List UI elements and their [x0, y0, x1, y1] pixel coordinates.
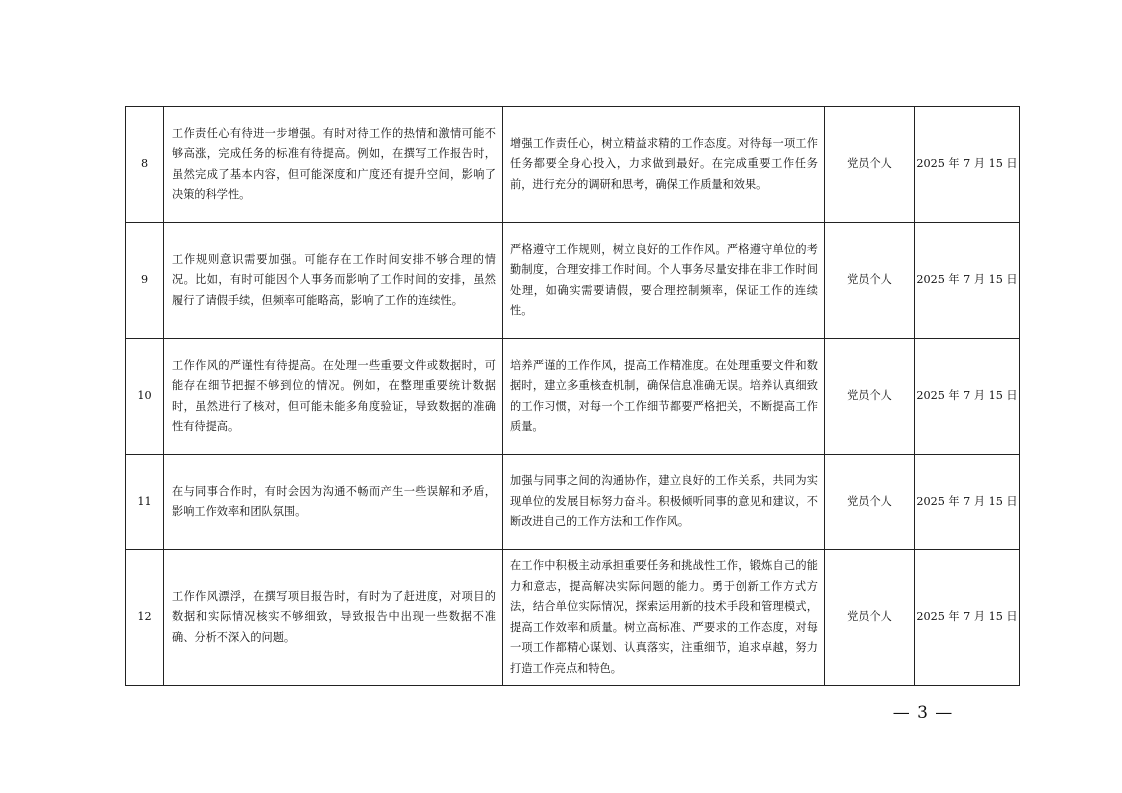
date-cell: 2025 年 7 月 15 日: [915, 223, 1020, 339]
owner-cell: 党员个人: [825, 455, 915, 550]
table-row: [126, 550, 1020, 686]
rectification-table: [125, 106, 1020, 686]
row-number: 9: [126, 223, 164, 339]
date-cell: 2025 年 7 月 15 日: [915, 455, 1020, 550]
issue-cell: 工作作风的严谨性有待提高。在处理一些重要文件或数据时，可能存在细节把握不够到位的情况。例如，在整理重要统计数据时，虽然进行了核对，但可能未能多角度验证，导致数据的准确性有待提高。: [164, 339, 503, 455]
date-cell: 2025 年 7 月 15 日: [915, 339, 1020, 455]
measure-cell: 严格遵守工作规则，树立良好的工作作风。严格遵守单位的考勤制度，合理安排工作时间。个人事务尽量安排在非工作时间处理，如确实需要请假，要合理控制频率，保证工作的连续性。: [503, 223, 825, 339]
issue-cell: 工作责任心有待进一步增强。有时对待工作的热情和激情可能不够高涨，完成任务的标准有待提高。例如，在撰写工作报告时，虽然完成了基本内容，但可能深度和广度还有提升空间，影响了决策的科学性。: [164, 107, 503, 223]
issue-cell: 工作规则意识需要加强。可能存在工作时间安排不够合理的情况。比如，有时可能因个人事务而影响了工作时间的安排，虽然履行了请假手续，但频率可能略高，影响了工作的连续性。: [164, 223, 503, 339]
measure-cell: 增强工作责任心，树立精益求精的工作态度。对待每一项工作任务都要全身心投入，力求做到最好。在完成重要工作任务前，进行充分的调研和思考，确保工作质量和效果。: [503, 107, 825, 223]
owner-cell: 党员个人: [825, 550, 915, 686]
owner-cell: 党员个人: [825, 107, 915, 223]
date-cell: 2025 年 7 月 15 日: [915, 107, 1020, 223]
table-row: [126, 107, 1020, 223]
table-row: [126, 339, 1020, 455]
row-number: 11: [126, 455, 164, 550]
page-number: — 3 —: [892, 703, 954, 723]
measure-cell: 培养严谨的工作作风，提高工作精准度。在处理重要文件和数据时，建立多重核查机制，确保信息准确无误。培养认真细致的工作习惯，对每一个工作细节都要严格把关，不断提高工作质量。: [503, 339, 825, 455]
measure-cell: 在工作中积极主动承担重要任务和挑战性工作，锻炼自己的能力和意志，提高解决实际问题的能力。勇于创新工作方式方法，结合单位实际情况，探索运用新的技术手段和管理模式，提高工作效率和质量。树立高标准、严要求的工作态度，对每一项工作都精心谋划、认真落实，注重细节，追求卓越，努力打造工作亮点和特色。: [503, 550, 825, 686]
owner-cell: 党员个人: [825, 339, 915, 455]
issue-cell: 在与同事合作时，有时会因为沟通不畅而产生一些误解和矛盾，影响工作效率和团队氛围。: [164, 455, 503, 550]
measure-cell: 加强与同事之间的沟通协作，建立良好的工作关系，共同为实现单位的发展目标努力奋斗。积极倾听同事的意见和建议，不断改进自己的工作方法和工作作风。: [503, 455, 825, 550]
row-number: 8: [126, 107, 164, 223]
owner-cell: 党员个人: [825, 223, 915, 339]
row-number: 10: [126, 339, 164, 455]
date-cell: 2025 年 7 月 15 日: [915, 550, 1020, 686]
issue-cell: 工作作风漂浮，在撰写项目报告时，有时为了赶进度，对项目的数据和实际情况核实不够细致，导致报告中出现一些数据不准确、分析不深入的问题。: [164, 550, 503, 686]
table-row: [126, 455, 1020, 550]
row-number: 12: [126, 550, 164, 686]
table-row: [126, 223, 1020, 339]
